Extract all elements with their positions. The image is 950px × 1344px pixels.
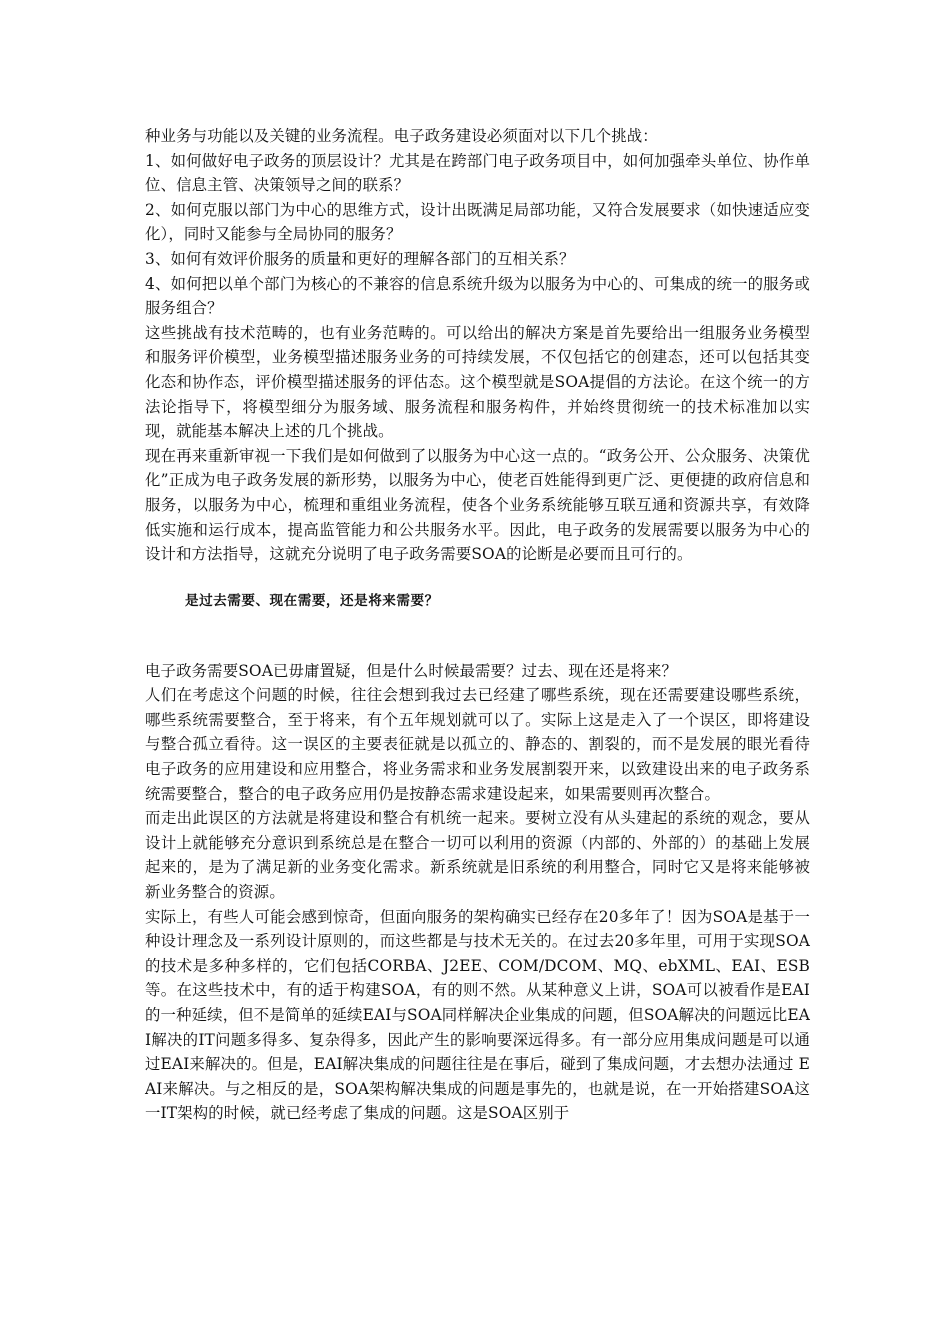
- paragraph-service-center: 现在再来重新审视一下我们是如何做到了以服务为中心这一点的。“政务公开、公众服务、决策优化”正成为电子政务发展的新形势，以服务为中心，使老百姓能得到更广泛、更便捷的政府信息和服务，以服务为中心，梳理和重组业务流程，使各个业务系统能够互联互通和资源共享，有效降低实施和运行成本，提高监管能力和公共服务水平。因此，电子政务的发展需要以服务为中心的设计和方法指导，这就充分说明了电子政务需要SOA的论断是必要而且可行的。: [145, 446, 810, 564]
- paragraph-when-needed: 电子政务需要SOA已毋庸置疑，但是什么时候最需要？过去、现在还是将来？: [145, 661, 678, 680]
- paragraph-challenges-intro: 种业务与功能以及关键的业务流程。电子政务建设必须面对以下几个挑战：: [145, 127, 658, 145]
- paragraph-misconception: 人们在考虑这个问题的时候，往往会想到我过去已经建了哪些系统，现在还需要建设哪些系统，哪些系统需要整合，至于将来，有个五年规划就可以了。实际上这是走入了一个误区，即将建设与整合孤立看待。这一误区的主要表征就是以孤立的、静态的、割裂的，而不是发展的眼光看待电子政务的应用建设和应用整合，将业务需求和业务发展割裂开来，以致建设出来的电子政务系统需要整合，整合的电子政务应用仍是按静态需求建设起来，如果需要则再次整合。: [145, 686, 810, 803]
- paragraph-challenge-2: 2、如何克服以部门为中心的思维方式，设计出既满足局部功能，又符合发展要求（如快速适应变化），同时又能参与全局协同的服务？: [145, 200, 810, 244]
- heading-spacer: [145, 613, 810, 659]
- section-heading: 是过去需要、现在需要，还是将来需要？: [185, 592, 439, 609]
- paragraph-way-out: 而走出此误区的方法就是将建设和整合有机统一起来。要树立没有从头建起的系统的观念，要从设计上就能够充分意识到系统总是在整合一切可以利用的资源（内部的、外部的）的基础上发展起来的，是为了满足新的业务变化需求。新系统就是旧系统的利用整合，同时它又是将来能够被新业务整合的资源。: [145, 809, 810, 902]
- paragraph-challenge-1: 1、如何做好电子政务的顶层设计？尤其是在跨部门电子政务项目中，如何加强牵头单位、协作单位、信息主管、决策领导之间的联系？: [145, 151, 810, 195]
- paragraph-solution: 这些挑战有技术范畴的，也有业务范畴的。可以给出的解决方案是首先要给出一组服务业务模型和服务评价模型，业务模型描述服务业务的可持续发展，不仅包括它的创建态，还可以包括其变化态和协作态，评价模型描述服务的评估态。这个模型就是SOA提倡的方法论。在这个统一的方法论指导下，将模型细分为服务域、服务流程和服务构件，并始终贯彻统一的技术标准加以实现，就能基本解决上述的几个挑战。: [145, 323, 810, 441]
- paragraph-challenge-4: 4、如何把以单个部门为核心的不兼容的信息系统升级为以服务为中心的、可集成的统一的服务或服务组合？: [145, 274, 810, 318]
- document-body: [145, 124, 810, 1126]
- paragraph-challenge-3: 3、如何有效评价服务的质量和更好的理解各部门的互相关系？: [145, 249, 575, 268]
- paragraph-soa-history: 实际上，有些人可能会感到惊奇，但面向服务的架构确实已经存在20多年了！因为SOA是基于一种设计理念及一系列设计原则的，而这些都是与技术无关的。在过去20多年里，可用于实现SOA的技术是多种多样的，它们包括CORBA、J2EE、COM/DCOM、MQ、ebXML、EAI、ESB等。在这些技术中，有的适于构建SOA，有的则不然。从某种意义上讲，SOA可以被看作是EAI的一种延续，但不是简单的延续EAI与SOA同样解决企业集成的问题，但SOA解决的问题远比EAI解决的IT问题多得多、复杂得多，因此产生的影响要深远得多。有一部分应用集成问题是可以通过EAI来解决的。但是，EAI解决集成的问题往往是在事后，碰到了集成问题，才去想办法通过 EAI来解决。与之相反的是，SOA架构解决集成的问题是事先的，也就是说，在一开始搭建SOA这一IT架构的时候，就已经考虑了集成的问题。这是SOA区别于: [145, 907, 810, 1123]
